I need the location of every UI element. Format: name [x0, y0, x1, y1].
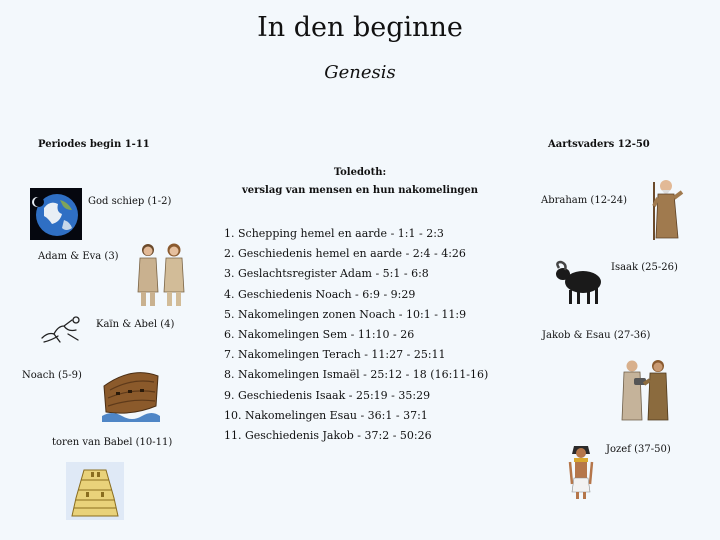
right-column-header: Aartsvaders 12-50: [548, 139, 650, 150]
joseph-egyptian-icon: [566, 444, 596, 500]
list-item: 6. Nakomelingen Sem - 11:10 - 26: [224, 327, 415, 341]
list-item: 11. Geschiedenis Jakob - 37:2 - 50:26: [224, 428, 432, 442]
babel-tower-icon: [66, 462, 124, 520]
ark-icon: [102, 364, 160, 422]
list-item: 4. Geschiedenis Noach - 6:9 - 9:29: [224, 287, 416, 301]
toledoth-title: Toledoth:: [333, 167, 387, 178]
list-item: 2. Geschiedenis hemel en aarde - 2:4 - 4:26: [224, 247, 466, 261]
adam-eve-figures-icon: [134, 242, 188, 308]
label-isaak: Isaak (25-26): [611, 262, 678, 273]
list-item: 3. Geslachtsregister Adam - 5:1 - 6:8: [224, 267, 429, 281]
toledoth-description: verslag van mensen en hun nakomelingen: [241, 185, 478, 196]
list-item: 7. Nakomelingen Terach - 11:27 - 25:11: [224, 348, 446, 362]
label-abraham: Abraham (12-24): [541, 195, 628, 206]
list-item: 1. Schepping hemel en aarde - 1:1 - 2:3: [224, 227, 444, 240]
toledoth-list: [224, 224, 488, 446]
list-item: 9. Geschiedenis Isaak - 25:19 - 35:29: [224, 388, 431, 402]
label-noach: Noach (5-9): [22, 370, 82, 381]
label-jakob-esau: Jakob & Esau (27-36): [542, 330, 651, 341]
earth-icon: [30, 188, 82, 240]
page-subtitle: Genesis: [324, 62, 396, 83]
label-toren-babel: toren van Babel (10-11): [52, 437, 173, 448]
label-god-schiep: God schiep (1-2): [88, 196, 172, 207]
list-item: 8. Nakomelingen Ismaël - 25:12 - 18 (16:11-16): [224, 368, 489, 382]
list-item: 5. Nakomelingen zonen Noach - 10:1 - 11:9: [224, 307, 467, 321]
ram-icon: [553, 258, 607, 306]
toledoth-heading: [230, 164, 490, 200]
label-jozef: Jozef (37-50): [606, 444, 671, 455]
left-column-header: Periodes begin 1-11: [38, 139, 150, 150]
page-title: In den beginne: [257, 12, 463, 43]
abraham-figure-icon: [644, 178, 688, 242]
label-adam-eva: Adam & Eva (3): [38, 251, 119, 262]
list-item: 10. Nakomelingen Esau - 36:1 - 37:1: [224, 408, 428, 422]
kain-abel-sketch-icon: [38, 312, 84, 346]
label-kain-abel: Kaïn & Abel (4): [96, 319, 175, 330]
jacob-esau-figures-icon: [620, 358, 672, 424]
